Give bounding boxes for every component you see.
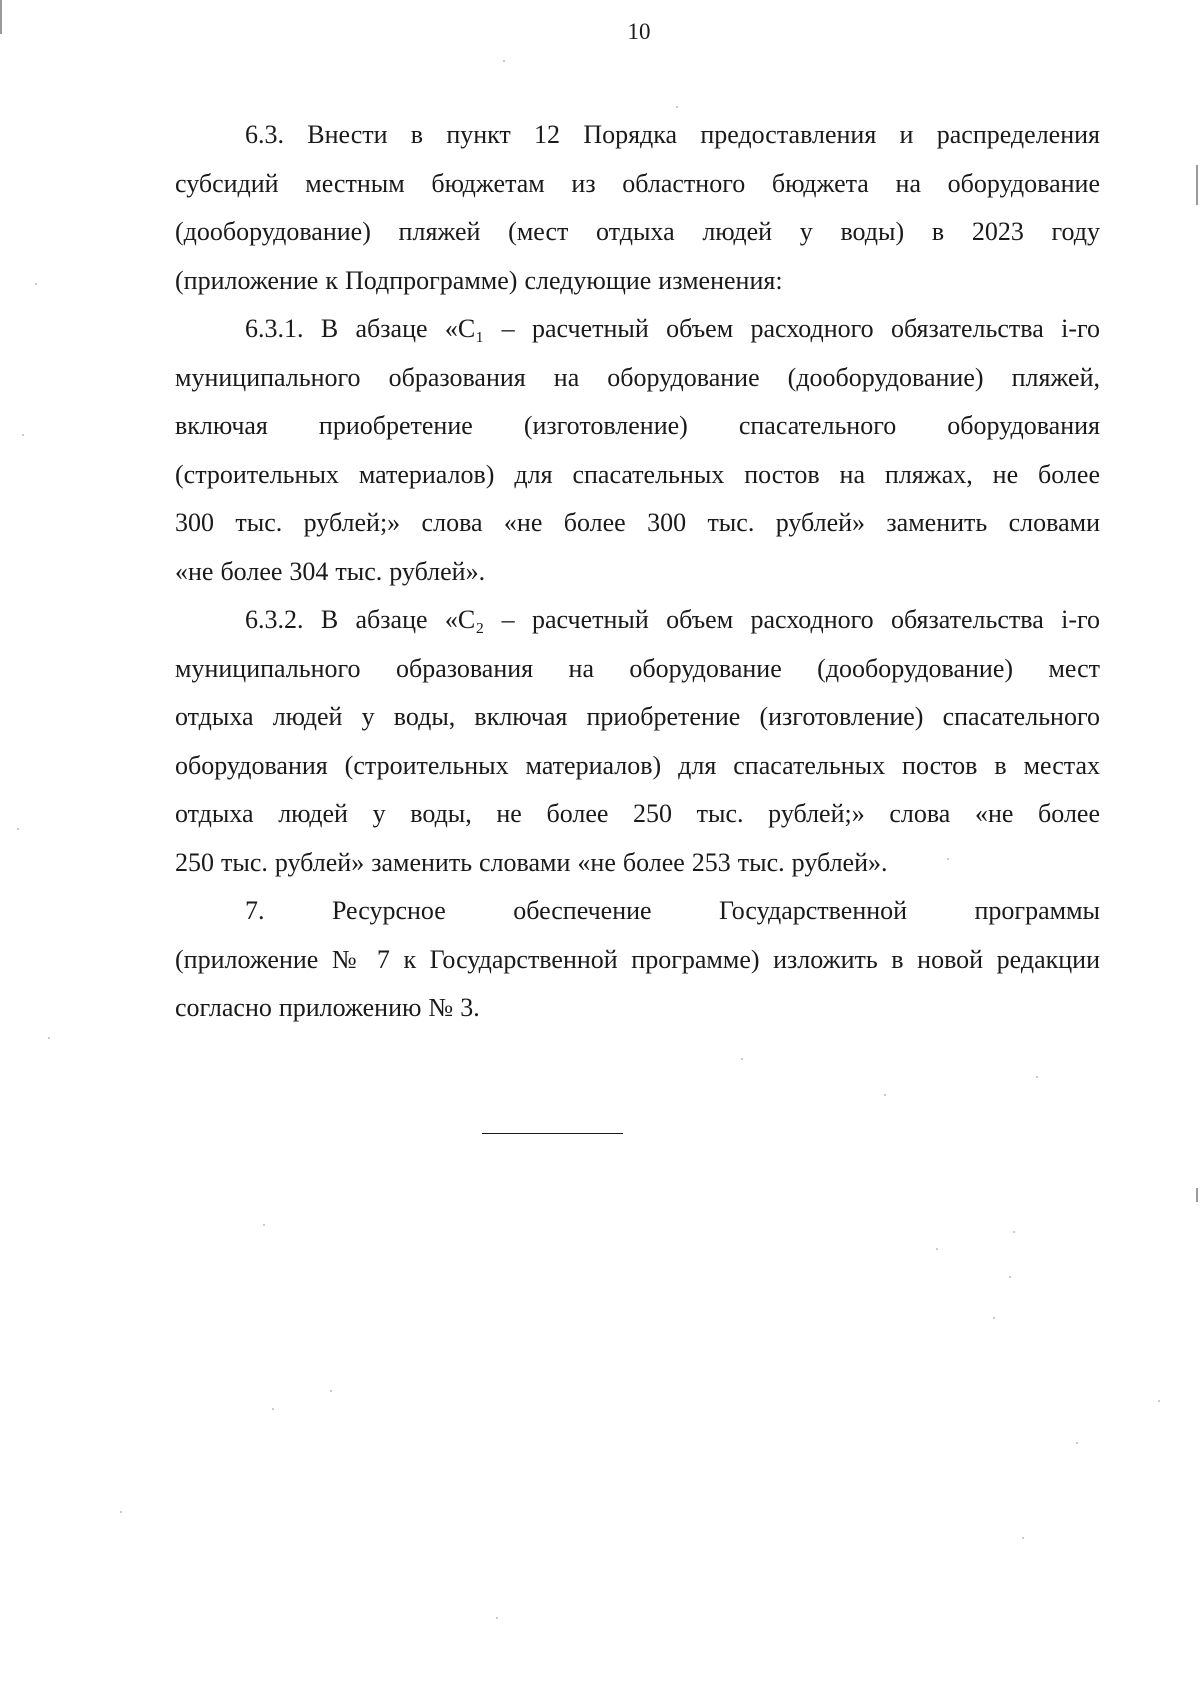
paragraph-line: отдыха людей у воды, включая приобретение (изготовление) спасательного xyxy=(175,702,1100,731)
scan-speck xyxy=(272,1408,274,1410)
paragraph-line: муниципального образования на оборудование (дооборудование) пляжей, xyxy=(175,362,1100,392)
scan-speck xyxy=(1158,1400,1160,1402)
paragraph-line: 6.3.1. В абзаце «С₁ – расчетный объем расходного обязательства i-го xyxy=(245,314,1100,343)
paragraph-7 xyxy=(175,887,1100,1033)
scan-speck xyxy=(947,858,949,860)
scan-speck xyxy=(330,1390,332,1392)
paragraph-line: оборудования (строительных материалов) для спасательных постов в местах xyxy=(175,750,1100,780)
scan-speck xyxy=(884,1094,886,1096)
scan-speck xyxy=(1009,1276,1011,1278)
paragraph-line: (приложение к Подпрограмме) следующие изменения: xyxy=(175,265,783,295)
paragraph-line: 7. Ресурсное обеспечение Государственной программы xyxy=(245,896,1100,925)
paragraph-line: субсидий местным бюджетам из областного бюджета на оборудование xyxy=(175,168,1100,198)
paragraph-line: согласно приложению № 3. xyxy=(175,993,480,1022)
scan-speck xyxy=(503,60,505,62)
scan-speck xyxy=(120,1511,122,1513)
scan-speck xyxy=(496,1617,498,1619)
paragraph-line: отдыха людей у воды, не более 250 тыс. рублей;» слова «не более xyxy=(175,799,1100,828)
paragraph-line: 6.3.2. В абзаце «С₂ – расчетный объем расходного обязательства i-го xyxy=(245,605,1100,634)
paragraph-line: (дооборудование) пляжей (мест отдыха людей у воды) в 2023 году xyxy=(175,217,1100,246)
scan-speck xyxy=(1076,1442,1078,1444)
scan-edge-mark xyxy=(1196,165,1198,205)
scan-speck xyxy=(35,283,37,285)
scan-speck xyxy=(936,1248,938,1250)
scan-speck xyxy=(22,434,24,436)
scan-speck xyxy=(676,106,678,108)
scan-speck xyxy=(741,1058,743,1060)
scan-speck xyxy=(993,1317,995,1319)
paragraph-6-3 xyxy=(175,111,1100,305)
paragraph-line: 300 тыс. рублей;» слова «не более 300 тыс. рублей» заменить словами xyxy=(175,508,1100,537)
scan-edge-mark xyxy=(1196,1188,1198,1202)
document-body xyxy=(175,111,1100,1033)
scan-speck xyxy=(1013,1231,1015,1233)
paragraph-line: (строительных материалов) для спасательных постов на пляжах, не более xyxy=(175,459,1100,489)
scan-edge-mark xyxy=(0,0,2,34)
paragraph-line: «не более 304 тыс. рублей». xyxy=(175,556,486,586)
scan-speck xyxy=(17,828,19,830)
paragraph-line: 6.3. Внести в пункт 12 Порядка предоставления и распределения xyxy=(245,120,1100,149)
paragraph-line: 250 тыс. рублей» заменить словами «не более 253 тыс. рублей». xyxy=(175,847,888,877)
scan-speck xyxy=(1022,1537,1024,1539)
scan-speck xyxy=(48,1037,50,1039)
scan-speck xyxy=(1036,1076,1038,1078)
page-number: 10 xyxy=(627,19,651,44)
paragraph-line: (приложение № 7 к Государственной программе) изложить в новой редакции xyxy=(175,944,1100,974)
paragraph-6-3-1 xyxy=(175,305,1100,596)
paragraph-6-3-2 xyxy=(175,596,1100,887)
scan-speck xyxy=(263,1224,265,1226)
paragraph-line: включая приобретение (изготовление) спасательного оборудования xyxy=(175,411,1100,440)
end-separator-line xyxy=(482,1133,623,1134)
paragraph-line: муниципального образования на оборудование (дооборудование) мест xyxy=(175,653,1100,683)
